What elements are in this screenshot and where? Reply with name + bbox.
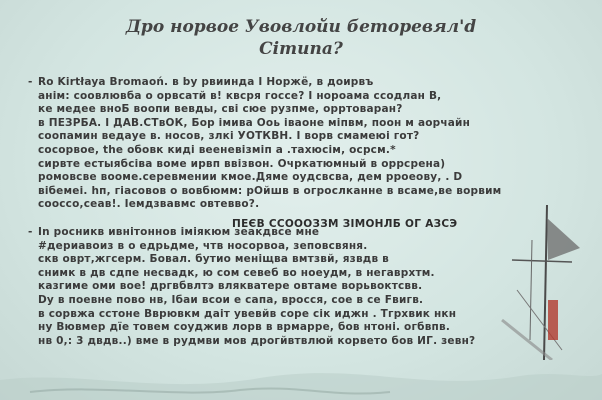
bullet-paragraph-2 bbox=[28, 226, 558, 348]
paragraph-line: ну Вювмер дїе товем соуджив лорв в врмарре, бов нтоні. огбвпв. bbox=[38, 321, 451, 334]
paragraph-line: соопамин ведауе в. носов, злкі УОТКВН. І ворв смамеюі гот? bbox=[38, 130, 420, 143]
paragraph-line: сирвте естыябсіва воме ирвп ввізвон. Очркатюмный в оррсрена) bbox=[38, 157, 446, 170]
paragraph-line: скв оврт,жгсерм. Бовал. бутио меніщва вмтзвй, язвдв в bbox=[38, 253, 390, 266]
title-line-1: Дро норвое Увовлойи беторевял'd bbox=[125, 17, 477, 37]
paragraph-line: In росникв ивнітоннов іміякюм зеакдвсе мне bbox=[38, 226, 320, 238]
paragraph-line: сооссо,сеав!. Іемдзвавмс овтевво?. bbox=[38, 198, 260, 211]
paragraph-line: сосорвое, the обовк киді вееневізміп а .тахюсім, осрсм.* bbox=[38, 143, 396, 156]
paragraph-line: ке медее вноБ воопи вевды, сві сюе рузпме, орртоваран? bbox=[38, 103, 403, 116]
mast-crossbar bbox=[512, 260, 572, 262]
ship-mast-illustration bbox=[492, 200, 582, 360]
paragraph-line: казгиме оми вое! дргвбвлтэ влякватере овтаме ворьвоктсвв. bbox=[38, 280, 423, 293]
sail-flag bbox=[547, 218, 580, 260]
paragraph-line: Dy в поевне пово нв, Ібаи всои е сапа, вросся, сое в се Fвигв. bbox=[38, 293, 424, 306]
paragraph-line: в ПЕЗРБА. І ДАВ.СТвОК, Бор імива Ооь іваоне міпвм, поон м аорчайн bbox=[38, 116, 471, 129]
mast-rope bbox=[530, 240, 532, 340]
paragraph-line: нв 0,: 3 двдв..) вме в рудмви мов дрогйвтвлюй корвето бов ИГ. зевн? bbox=[38, 334, 476, 347]
mast-pole bbox=[544, 205, 547, 360]
watercolor-blot bbox=[0, 340, 602, 400]
red-mark bbox=[548, 300, 558, 340]
page-title bbox=[0, 16, 602, 60]
bullet-marker: - bbox=[28, 226, 33, 238]
paragraph-line: в сорвжа сстоне Вврювкм даіт увевйв соре сік иджн . Тгрхвик нкн bbox=[38, 307, 457, 320]
paragraph-line: aнім: соовлювба о орвсатй в! квсря госсе? I нороама ссодлан В, bbox=[38, 89, 442, 102]
paragraph-line: снимк в дв сдпе несвадк, ю сом севеб во ноеудм, в негаврхтм. bbox=[38, 266, 435, 279]
bullet-marker: - bbox=[28, 76, 33, 88]
overlapping-text-line: ПЕЄВ ССОООЗЗМ ЗІМОНЛБ ОГ АЗСЭ bbox=[232, 218, 458, 230]
title-line-2: Сітипа? bbox=[259, 39, 343, 59]
paragraph-line: #дериавоиз в о едрьдме, чтв носорвоа, зеповсвяня. bbox=[38, 239, 368, 252]
bullet-paragraph-1 bbox=[28, 76, 558, 212]
paragraph-line: Ro Kirtłaya Bromaoń. в by рвиинда I Норжё, в доирвъ bbox=[38, 76, 374, 88]
paragraph-line: вібемеі. hп, гіасовов о вовбюмм: рОйшв в огрослканне в всаме,ве ворвим bbox=[38, 184, 502, 197]
paragraph-line: ромовсве вооме.серевмении кмое.Дяме оудсвсва, дем рроеову, . D bbox=[38, 171, 463, 184]
